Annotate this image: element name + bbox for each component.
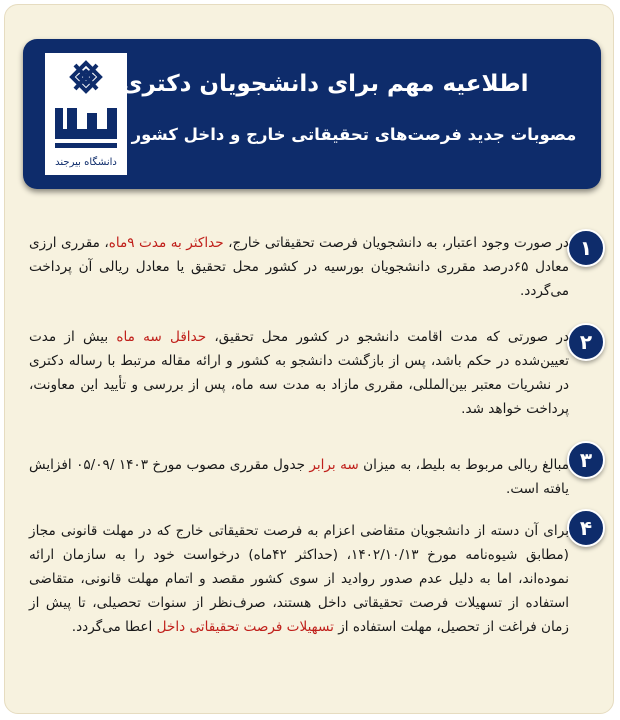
item-text: برای آن دسته از دانشجویان متقاضی اعزام به فرصت تحقیقاتی خارج که در مهلت قانونی مجاز (مطابق شیوه‌نامه مورخ ۱۴۰۲/۱۰/۱۳، (حداکثر ۴۲ماه) درخواست خود را به سازمان ارائه نموده‌اند، اما به دلیل عدم صدور روادید از سوی کشور مقصد و اتمام مهلت قانونی، متقاضی استفاده از تسهیلات فرصت تحقیقاتی داخل هستند، صرف‌نظر از سنوات تحصیلی، تا پیش از زمان فراغت از تحصیل، مهلت استفاده از bbox=[29, 523, 569, 635]
list-item bbox=[29, 519, 569, 639]
item-number-badge: ۳ bbox=[567, 441, 605, 479]
announcement-card bbox=[4, 4, 614, 714]
page-title: اطلاعیه مهم برای دانشجویان دکتری bbox=[121, 71, 529, 97]
item-number-badge: ۲ bbox=[567, 323, 605, 361]
page-subtitle: مصوبات جدید فرصت‌های تحقیقاتی خارج و داخل کشور bbox=[131, 125, 577, 144]
item-text: در صورت وجود اعتبار، به دانشجویان فرصت تحقیقاتی خارج، bbox=[223, 235, 569, 251]
list-item bbox=[29, 231, 569, 303]
item-highlight: حداکثر به مدت ۹ماه bbox=[108, 235, 224, 251]
item-text: جدول مقرری مصوب مورخ ۱۴۰۳ /۰۵/۰۹ افزایش یافته است. bbox=[29, 457, 569, 497]
item-number-badge: ۱ bbox=[567, 229, 605, 267]
item-highlight: سه برابر bbox=[309, 457, 359, 473]
item-text: ، مقرری ارزی معادل ۶۵درصد مقرری دانشجویان بورسیه در کشور محل تحقیق یا معادل ریالی آن پرداخت می‌گردد. bbox=[29, 235, 569, 299]
item-text: در صورتی که مدت اقامت دانشجو در کشور محل تحقیق، bbox=[206, 329, 569, 345]
list-item bbox=[29, 325, 569, 421]
item-text: اعطا می‌گردد. bbox=[71, 619, 157, 635]
item-highlight: تسهیلات فرصت تحقیقاتی داخل bbox=[156, 619, 334, 635]
item-text: مبالغ ریالی مربوط به بلیط، به میزان bbox=[358, 457, 570, 473]
item-highlight: حداقل سه ماه bbox=[116, 329, 207, 345]
item-number-badge: ۴ bbox=[567, 509, 605, 547]
logo-caption: دانشگاه بیرجند bbox=[55, 157, 117, 168]
header-banner bbox=[23, 39, 601, 189]
item-text: بیش از مدت تعیین‌شده در حکم باشد، پس از بازگشت دانشجو به کشور و ارائه مقاله مرتبط با رساله دکتری در نشریات معتبر بین‌المللی، مقرری مازاد به مدت سه ماه، پس از بررسی و تأیید این معاونت، پرداخت خواهد شد. bbox=[29, 329, 569, 417]
list-item bbox=[29, 453, 569, 501]
